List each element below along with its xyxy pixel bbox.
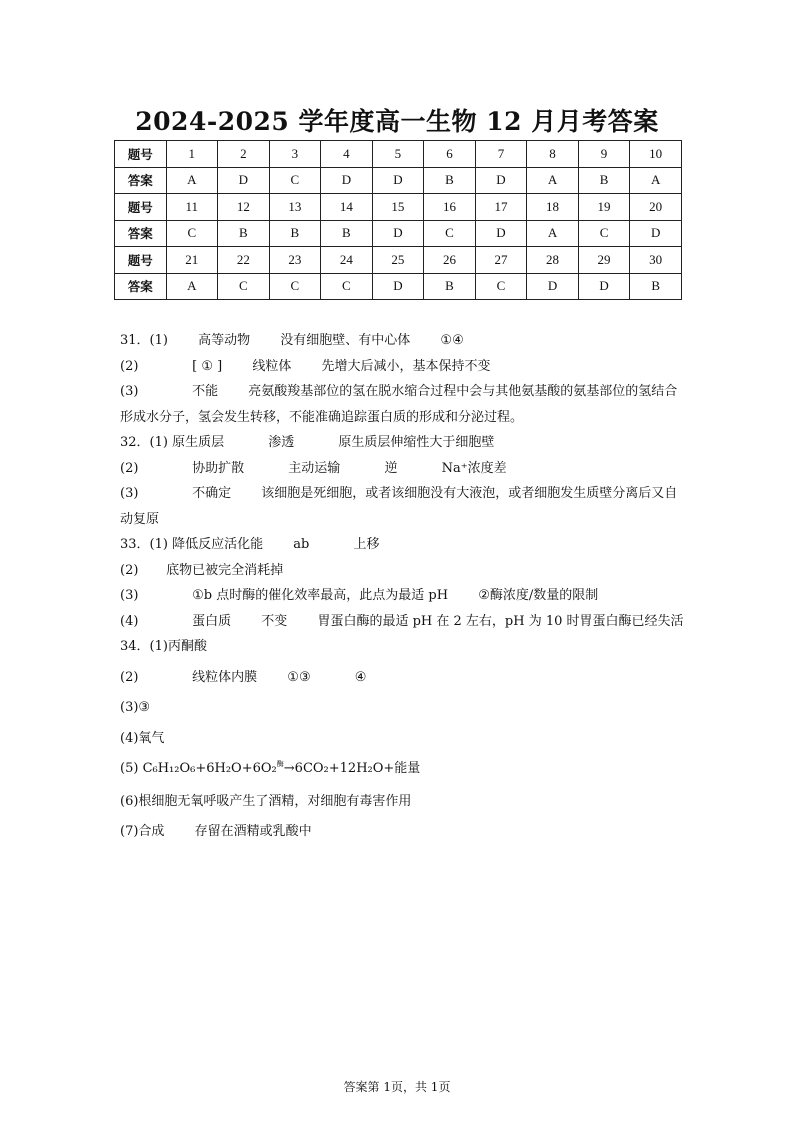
answer-text: 蛋白质 (192, 613, 232, 629)
question-number: (4) (120, 613, 139, 629)
table-cell: C (321, 273, 373, 300)
table-cell: D (372, 220, 424, 247)
question-number: 32．(1) (120, 435, 168, 450)
table-row (115, 141, 682, 168)
question-number: 34．(1) (120, 639, 168, 654)
table-cell: B (218, 220, 270, 247)
table-cell: D (475, 167, 527, 194)
table-cell: 17 (475, 194, 527, 221)
table-cell: 14 (321, 194, 373, 221)
answer-text: 亮氨酸羧基部位的氢在脱水缩合过程中会与其他氨基酸的氨基部位的氢结合形成水分子，氢会发生转移，不能准确追踪蛋白质的形成和分泌过程。 (120, 384, 678, 425)
q32-part1 (120, 430, 680, 456)
answer-text: ①b 点时酶的催化效率最高，此点为最适 pH (192, 588, 449, 603)
table-cell: D (630, 220, 682, 247)
table-cell: D (527, 273, 579, 300)
table-cell: C (166, 220, 218, 247)
q34-part2 (120, 665, 680, 691)
table-cell: B (321, 220, 373, 247)
table-cell: 19 (578, 194, 630, 221)
row-header: 题号 (115, 194, 167, 221)
question-number: (3) (120, 384, 139, 399)
question-number: 31．(1) (120, 333, 168, 348)
answer-text: 先增大后减小，基本保持不变 (321, 358, 491, 374)
answer-text: ①③ (287, 669, 311, 685)
table-cell: B (630, 273, 682, 300)
table-cell: 9 (578, 141, 630, 168)
table-row (115, 220, 682, 247)
q31-part2 (120, 354, 680, 380)
table-cell: 12 (218, 194, 270, 221)
answer-text: 丙酮酸 (167, 639, 207, 654)
row-header: 答案 (115, 273, 167, 300)
table-cell: 3 (269, 141, 321, 168)
table-cell: 11 (166, 194, 218, 221)
equation-reactants: C₆H₁₂O₆+6H₂O+6O₂ (142, 761, 277, 776)
table-cell: C (269, 273, 321, 300)
table-cell: 15 (372, 194, 424, 221)
table-row (115, 194, 682, 221)
question-number: (3) (120, 486, 139, 501)
table-cell: 29 (578, 247, 630, 274)
answer-text: Na⁺浓度差 (441, 460, 507, 476)
answer-text: 胃蛋白酶的最适 pH 在 2 左右，pH 为 10 时胃蛋白酶已经失活 (317, 613, 684, 629)
table-cell: 28 (527, 247, 579, 274)
answer-text: 原生质层伸缩性大于细胞壁 (338, 435, 495, 450)
table-cell: 13 (269, 194, 321, 221)
q31-part1 (120, 328, 680, 354)
question-number: (3) (120, 700, 139, 715)
answer-text: ②酶浓度/数量的限制 (478, 588, 599, 603)
table-cell: A (527, 167, 579, 194)
answer-text: 根细胞无氧呼吸产生了酒精，对细胞有毒害作用 (138, 793, 412, 809)
row-header: 题号 (115, 247, 167, 274)
question-number: (5) (120, 761, 139, 776)
table-cell: D (372, 167, 424, 194)
answer-text: 渗透 (268, 435, 295, 450)
table-cell: C (218, 273, 270, 300)
answer-text: 原生质层 (172, 435, 225, 450)
reaction-arrow: → (283, 761, 295, 776)
enzyme-label: 酶 (276, 760, 284, 768)
q32-part3 (120, 481, 680, 532)
table-cell: 16 (424, 194, 476, 221)
table-row (115, 167, 682, 194)
answer-section (120, 328, 684, 845)
page-footer: 答案第 1页，共 1页 (343, 1080, 451, 1094)
equation-products: 6CO₂+12H₂O+能量 (294, 761, 421, 776)
q31-part3 (120, 379, 680, 430)
answer-text: ③ (138, 700, 151, 715)
answer-text: 氧气 (138, 730, 165, 746)
answer-text: 不能 (192, 384, 219, 399)
table-cell: C (475, 273, 527, 300)
q34-part6 (120, 789, 680, 815)
answer-text: 不确定 (192, 486, 232, 501)
row-header: 题号 (115, 141, 167, 168)
table-cell: 8 (527, 141, 579, 168)
table-cell: D (372, 273, 424, 300)
table-cell: 24 (321, 247, 373, 274)
table-cell: 4 (321, 141, 373, 168)
table-cell: D (578, 273, 630, 300)
answer-text: ab (293, 537, 310, 552)
q33-part3 (120, 583, 680, 609)
question-number: (3) (120, 588, 139, 603)
q33-part4 (120, 609, 684, 635)
question-number: (4) (120, 730, 139, 746)
table-cell: B (424, 273, 476, 300)
page-title: 2024-2025 学年度高一生物 12 月月考答案 (135, 107, 659, 136)
q34-part4 (120, 726, 680, 752)
table-cell: 18 (527, 194, 579, 221)
answer-text: 协助扩散 (192, 460, 245, 476)
row-header: 答案 (115, 167, 167, 194)
table-row (115, 273, 682, 300)
question-number: (2) (120, 460, 139, 476)
answer-text: [ ① ] (192, 358, 223, 374)
q33-part2 (120, 558, 680, 584)
row-header: 答案 (115, 220, 167, 247)
question-number: (2) (120, 562, 139, 578)
table-cell: B (578, 167, 630, 194)
question-number: (2) (120, 669, 139, 685)
table-cell: C (578, 220, 630, 247)
table-cell: 26 (424, 247, 476, 274)
table-cell: D (218, 167, 270, 194)
table-cell: 30 (630, 247, 682, 274)
table-cell: C (424, 220, 476, 247)
table-cell: D (321, 167, 373, 194)
table-cell: 2 (218, 141, 270, 168)
q34-part7 (120, 819, 680, 845)
table-cell: 5 (372, 141, 424, 168)
table-cell: B (269, 220, 321, 247)
q34-part3 (120, 695, 680, 721)
table-cell: 7 (475, 141, 527, 168)
table-row (115, 247, 682, 274)
table-cell: A (527, 220, 579, 247)
answer-text: 存留在酒精或乳酸中 (194, 824, 312, 839)
answer-text: 底物已被完全消耗掉 (166, 562, 284, 578)
question-number: 33．(1) (120, 537, 168, 552)
answer-text: 不变 (261, 613, 288, 629)
question-number: (6) (120, 793, 139, 809)
table-cell: B (424, 167, 476, 194)
answer-text: 线粒体内膜 (192, 669, 258, 685)
answer-text: 该细胞是死细胞，或者该细胞没有大液泡，或者细胞发生质壁分离后又自动复原 (120, 486, 678, 527)
q33-part1 (120, 532, 680, 558)
answer-text: ①④ (440, 333, 464, 348)
table-cell: A (166, 167, 218, 194)
table-cell: A (166, 273, 218, 300)
answer-text: 主动运输 (288, 460, 341, 476)
table-cell: C (269, 167, 321, 194)
table-cell: 23 (269, 247, 321, 274)
answer-text: 上移 (353, 537, 380, 552)
answer-text: 高等动物 (198, 333, 251, 348)
table-cell: A (630, 167, 682, 194)
answer-text: 降低反应活化能 (172, 537, 264, 552)
table-cell: 21 (166, 247, 218, 274)
q32-part2 (120, 456, 680, 482)
answer-text: ④ (354, 669, 367, 685)
table-cell: 27 (475, 247, 527, 274)
table-cell: 6 (424, 141, 476, 168)
question-number: (2) (120, 358, 139, 374)
table-cell: 25 (372, 247, 424, 274)
table-cell: 22 (218, 247, 270, 274)
answer-text: 合成 (138, 824, 165, 839)
q34-part1 (120, 634, 680, 660)
question-number: (7) (120, 824, 139, 839)
q34-part5 (120, 756, 680, 784)
table-cell: 10 (630, 141, 682, 168)
answer-text: 没有细胞壁、有中心体 (280, 333, 411, 348)
answer-text: 逆 (384, 460, 398, 476)
table-cell: D (475, 220, 527, 247)
answer-table (114, 140, 682, 300)
table-cell: 1 (166, 141, 218, 168)
table-cell: 20 (630, 194, 682, 221)
answer-text: 线粒体 (252, 358, 292, 374)
